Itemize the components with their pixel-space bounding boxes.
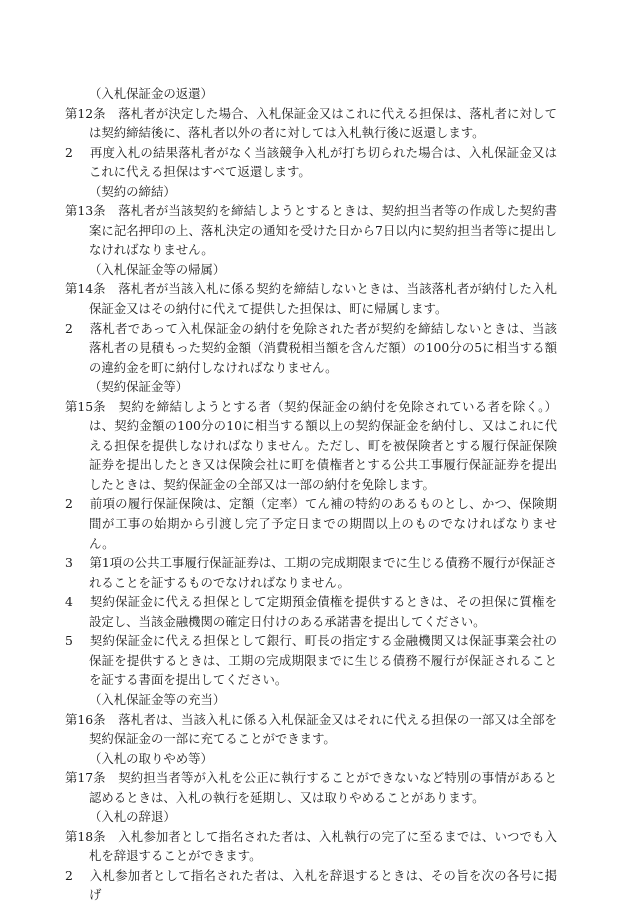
article-heading: （入札保証金等の充当） xyxy=(89,691,226,707)
article-paragraph xyxy=(65,827,557,866)
article-paragraph: 2 再度入札の結果落札者がなく当該競争入札が打ち切られた場合は、入札保証金又はこれに代える担保はすべて返還します。 xyxy=(65,144,557,180)
article-heading: （入札保証金の返還） xyxy=(89,86,213,101)
article-paragraph: 2 落札者であって入札保証金の納付を免除された者が契約を締結しないときは、当該落札者の見積もった契約金額（消費税相当額を含んだ額）の100分の5に相当する額の違約金を町に納付しなければなりません。 xyxy=(65,320,557,375)
article-heading: （契約の締結） xyxy=(89,183,176,199)
article-text: 落札者が決定した場合、入札保証金又はこれに代える担保は、落札者に対しては契約締結後に、落札者以外の者に対しては入札執行後に返還します。 xyxy=(89,105,557,141)
article-heading: （入札の辞退） xyxy=(89,809,176,825)
article-text: 落札者が当該契約を締結しようとするときは、契約担当者等の作成した契約書案に記名押印の上、落札決定の通知を受けた日から7日以内に契約担当者等に提出しなければなりません。 xyxy=(89,203,557,258)
article-heading: （契約保証金等） xyxy=(89,379,189,395)
article-number: 第15条 xyxy=(65,398,106,414)
article-text: 契約を締結しようとする者（契約保証金の納付を免除されている者を除く。）は、契約金額の100分の10に相当する額以上の契約保証金を納付し、又はこれに代える担保を提供しなければなりません。ただし、町を被保険者とする履行保証保険証券を提出したとき又は保険会社に町を債権者とする公共工事履行保証証券を提出したときは、契約保証金の全部又は一部の納付を免除します。 xyxy=(89,398,557,492)
paragraph-text: 再度入札の結果落札者がなく当該競争入札が打ち切られた場合は、入札保証金又はこれに代える担保はすべて返還します。 xyxy=(77,144,557,180)
article-paragraph xyxy=(65,768,557,807)
paragraph-text: 第1項の公共工事履行保証証券は、工期の完成期限までに生じる債務不履行が保証されることを証するものでなければなりません。 xyxy=(77,555,557,590)
article-number: 第16条 xyxy=(65,711,106,727)
article-paragraph xyxy=(65,397,557,495)
article-text: 入札参加者として指名された者は、入札執行の完了に至るまでは、いつでも入札を辞退することができます。 xyxy=(89,828,557,864)
document-body xyxy=(65,84,557,905)
article-heading: （入札保証金等の帰属） xyxy=(89,261,226,277)
article-heading: （入札の取りやめ等） xyxy=(89,750,213,766)
paragraph-text: 入札参加者として指名された者は、入札を辞退するときは、その旨を次の各号に掲げ xyxy=(77,867,557,903)
article-text: 落札者が当該入札に係る契約を締結しないときは、当該落札者が納付した入札保証金又はその納付に代えて提供した担保は、町に帰属します。 xyxy=(89,281,557,317)
article-paragraph: 4 契約保証金に代える担保として定期預金債権を提供するときは、その担保に質権を設定し、当該金融機関の確定日付けのある承諾書を提出してください。 xyxy=(65,594,557,629)
paragraph-text: 前項の履行保証保険は、定額（定率）てん補の特約のあるものとし、かつ、保険期間が工事の始期から引渡し完了予定日までの期間以上のものでなければなりません。 xyxy=(77,496,557,551)
article-text: 落札者は、当該入札に係る入札保証金又はそれに代える担保の一部又は全部を契約保証金の一部に充てることができます。 xyxy=(89,711,557,747)
article-paragraph: 3 第1項の公共工事履行保証証券は、工期の完成期限までに生じる債務不履行が保証されることを証するものでなければなりません。 xyxy=(65,555,557,590)
article-number: 第14条 xyxy=(65,281,106,297)
paragraph-text: 契約保証金に代える担保として銀行、町長の指定する金融機関又は保証事業会社の保証を提供するときは、工期の完成期限までに生じる債務不履行が保証されることを証する書面を提出してください。 xyxy=(77,633,557,688)
article-number: 第18条 xyxy=(65,828,106,844)
article-text: 契約担当者等が入札を公正に執行することができないなど特別の事情があると認めるときは、入札の執行を延期し、又は取りやめることがあります。 xyxy=(89,770,557,805)
article-paragraph xyxy=(65,104,557,143)
article-paragraph xyxy=(65,201,557,260)
article-number: 第13条 xyxy=(65,203,106,219)
paragraph-text: 落札者であって入札保証金の納付を免除された者が契約を締結しないときは、当該落札者の見積もった契約金額（消費税相当額を含んだ額）の100分の5に相当する額の違約金を町に納付しなければなりません。 xyxy=(77,320,557,375)
article-number: 第17条 xyxy=(65,770,106,786)
article-number: 第12条 xyxy=(65,105,106,121)
article-paragraph: 2 前項の履行保証保険は、定額（定率）てん補の特約のあるものとし、かつ、保険期間が工事の始期から引渡し完了予定日までの期間以上のものでなければなりません。 xyxy=(65,496,557,551)
article-paragraph xyxy=(65,710,557,749)
article-paragraph: 5 契約保証金に代える担保として銀行、町長の指定する金融機関又は保証事業会社の保証を提供するときは、工期の完成期限までに生じる債務不履行が保証されることを証する書面を提出してください。 xyxy=(65,633,557,688)
paragraph-text: 契約保証金に代える担保として定期預金債権を提供するときは、その担保に質権を設定し、当該金融機関の確定日付けのある承諾書を提出してください。 xyxy=(77,594,557,629)
article-paragraph: 2 入札参加者として指名された者は、入札を辞退するときは、その旨を次の各号に掲げ xyxy=(65,867,557,903)
article-paragraph xyxy=(65,279,557,318)
